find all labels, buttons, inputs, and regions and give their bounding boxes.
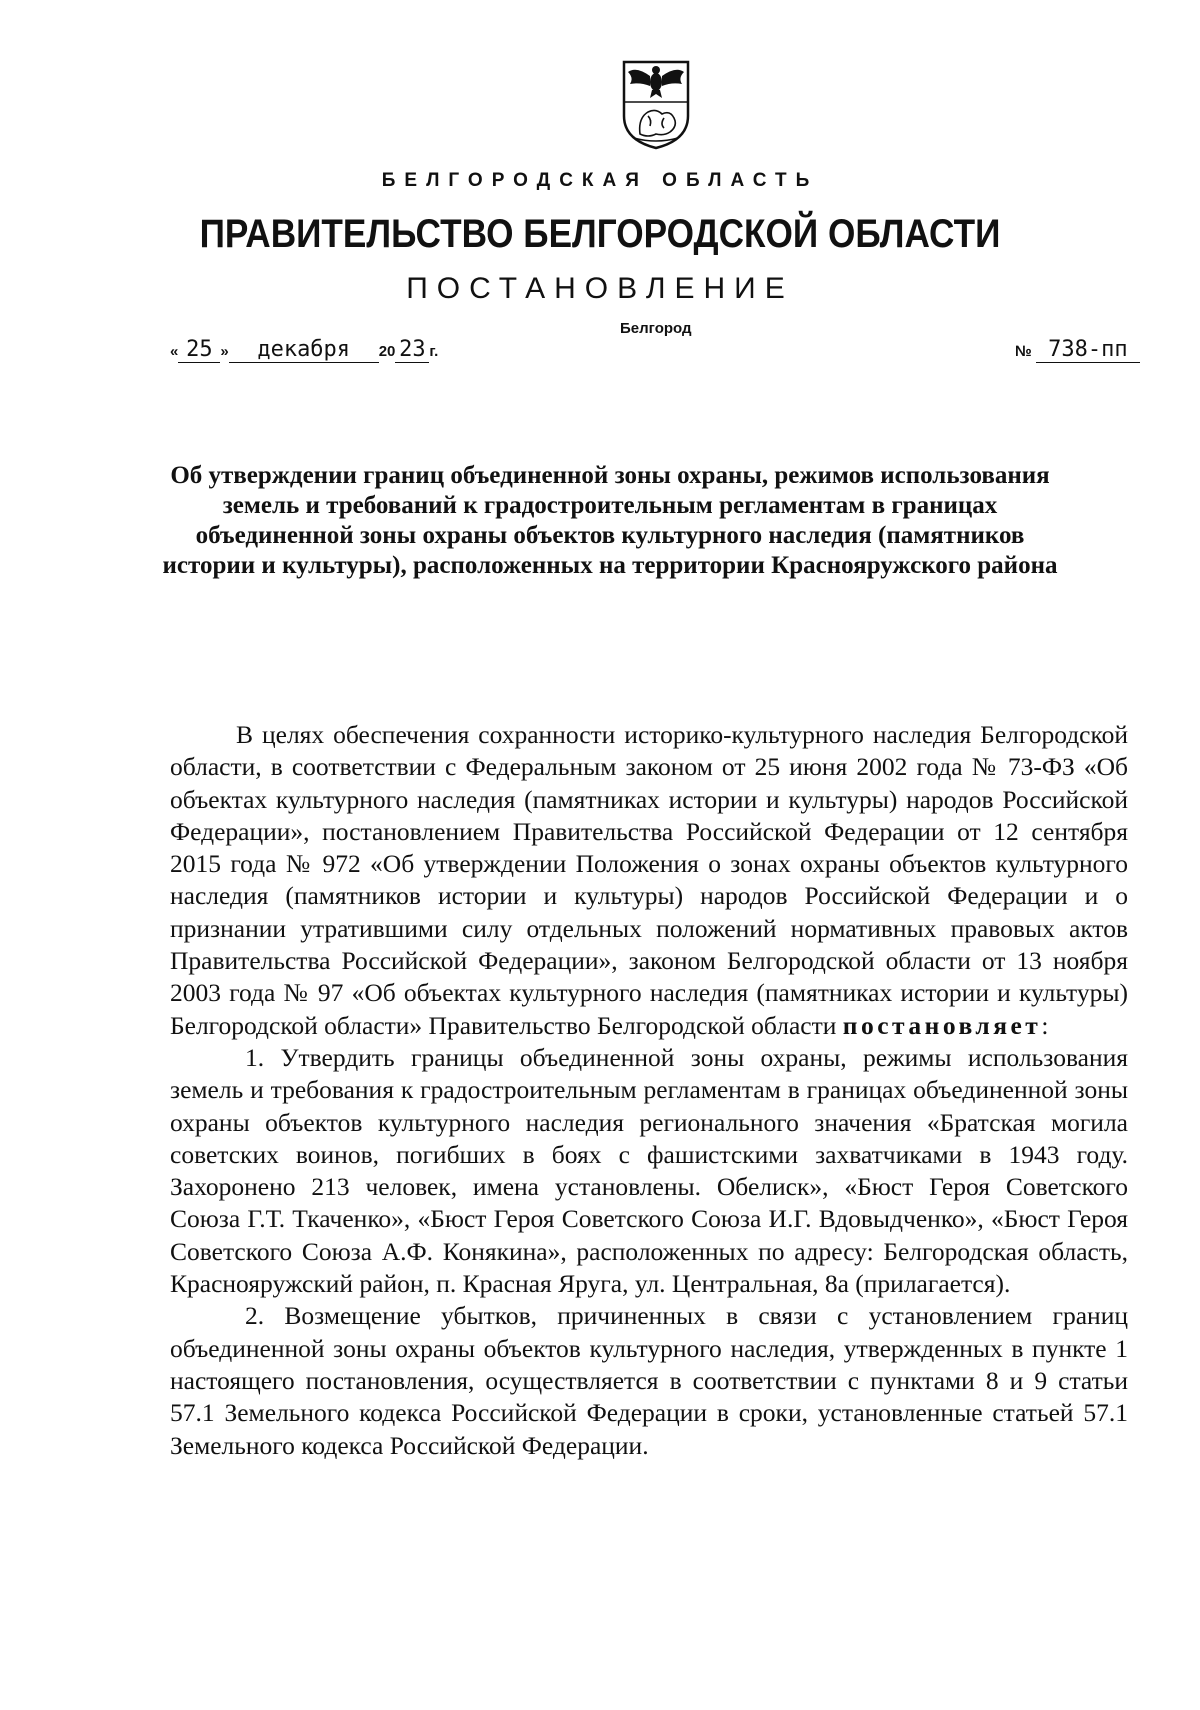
date-year: 23 [395, 338, 429, 363]
region-name: БЕЛГОРОДСКАЯ ОБЛАСТЬ [381, 170, 819, 191]
preamble-paragraph [170, 719, 1128, 1042]
resolves-word: постановляет [842, 1010, 1042, 1040]
date-close-quote: » [220, 343, 229, 360]
preamble-text: В целях обеспечения сохранности историко-культурного наследия Белгородской области, в соответствии с Федеральным законом от 25 июня 2002 года № 73-ФЗ «Об объектах культурного наследия (памятниках истории и культуры) народов Российской Федерации», постановлением Правительства Российской Федерации от 12 сентября 2015 года № 972 «Об утверждении Положения о зонах охраны объектов культурного наследия (памятников истории и культуры) народов Российской Федерации и о признании утратившими силу отдельных положений нормативных правовых актов Правительства Российской Федерации», законом Белгородской области от 13 ноября 2003 года № 97 «Об объектах культурного наследия (памятниках истории и культуры) Белгородской области» Правительство Белгородской области [170, 720, 1128, 1040]
document-number [1015, 338, 1140, 363]
government-name: ПРАВИТЕЛЬСТВО БЕЛГОРОДСКОЙ ОБЛАСТИ [199, 212, 1001, 256]
date-year-suffix: г. [429, 343, 439, 360]
issue-city: Белгород [620, 320, 692, 337]
number-value: 738-пп [1036, 338, 1140, 363]
document-title: Об утверждении границ объединенной зоны охраны, режимов использования земель и требований к градостроительным регламентам в границах объединенной зоны охраны объектов культурного наследия (памятников истории и культуры), расположенных на территории Краснояружского района [162, 462, 1058, 579]
date-century: 20 [378, 343, 396, 360]
resolves-colon: : [1041, 1010, 1049, 1040]
item-1-paragraph: 1. Утвердить границы объединенной зоны охраны, режимы использования земель и требования к градостроительным регламентам в границах объединенной зоны охраны объектов культурного наследия регионального значения «Братская могила советских воинов, погибших в боях с фашистскими захватчиками в 1943 году. Захоронено 213 человек, имена установлены. Обелиск», «Бюст Героя Советского Союза Г.Т. Ткаченко», «Бюст Героя Советского Союза И.Г. Вдовыдченко», «Бюст Героя Советского Союза А.Ф. Конякина», расположенных по адресу: Белгородская область, Краснояружский район, п. Красная Яруга, ул. Центральная, 8а (прилагается). [170, 1042, 1128, 1299]
date-day: 25 [178, 338, 220, 363]
document-date [170, 338, 438, 363]
date-open-quote: « [170, 343, 179, 360]
number-prefix: № [1015, 343, 1032, 360]
date-month: декабря [229, 338, 379, 363]
document-type: ПОСТАНОВЛЕНИЕ [406, 272, 794, 305]
coat-of-arms-icon [620, 58, 692, 152]
item-2-paragraph: 2. Возмещение убытков, причиненных в связи с установлением границ объединенной зоны охраны объектов культурного наследия, утвержденных в пункте 1 настоящего постановления, осуществляется в соответствии с пунктами 8 и 9 статьи 57.1 Земельного кодекса Российской Федерации в сроки, установленные статьей 57.1 Земельного кодекса Российской Федерации. [170, 1301, 1128, 1460]
document-body [170, 719, 1128, 1462]
